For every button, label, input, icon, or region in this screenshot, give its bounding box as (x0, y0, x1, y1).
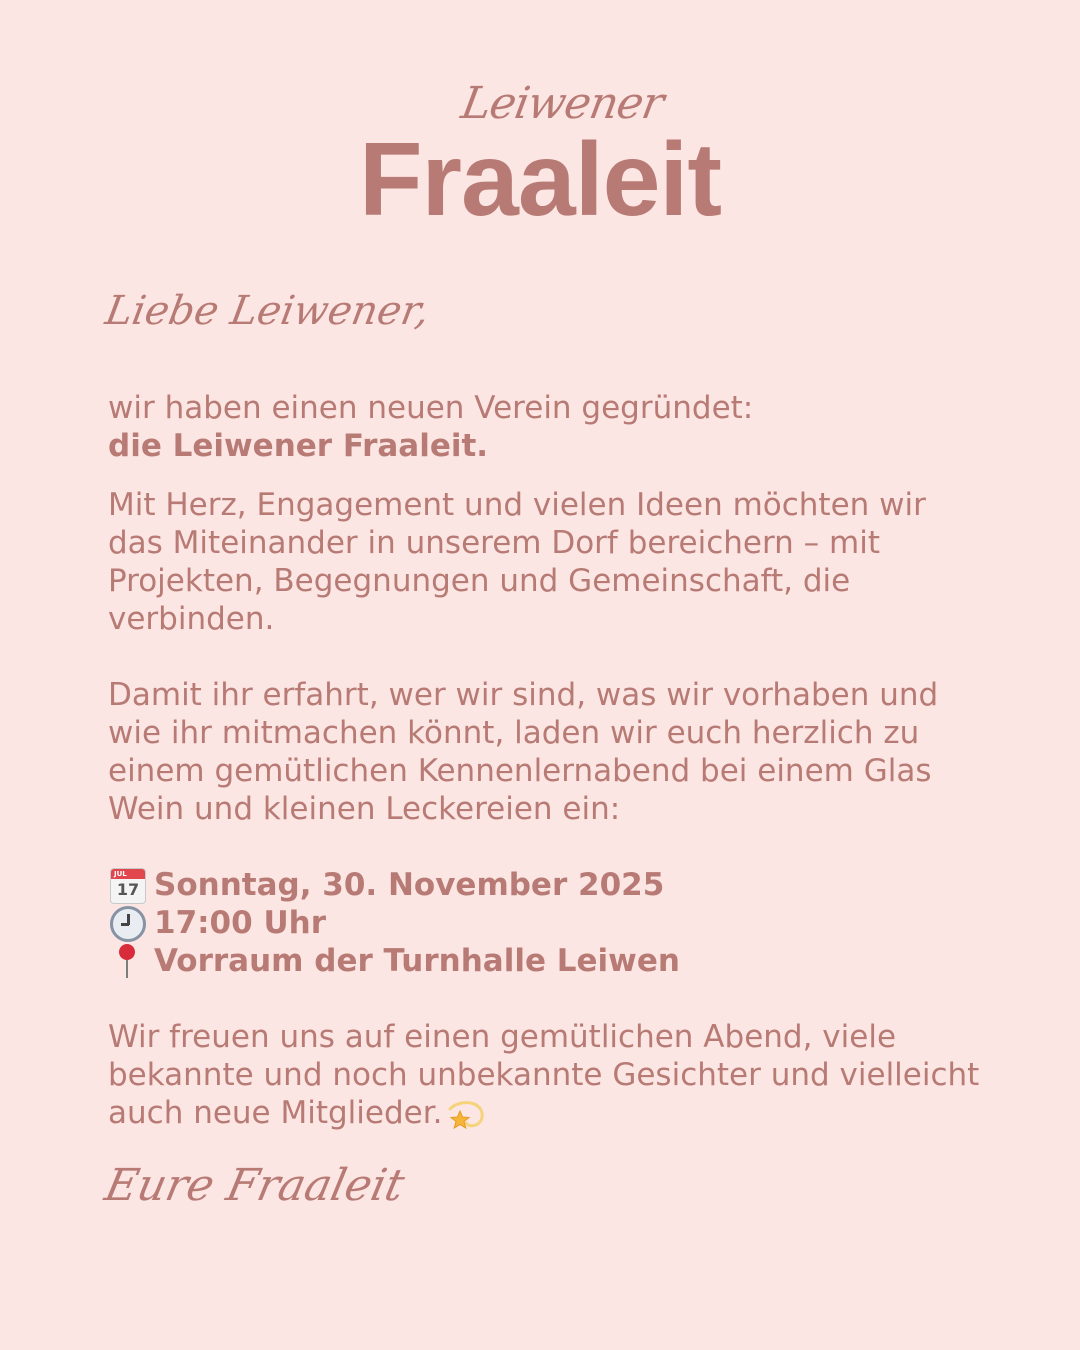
intro-club-name: die Leiwener Fraaleit. (108, 428, 489, 464)
header-script-leiwener: Leiwener (457, 78, 667, 129)
closing-text: Wir freuen uns auf einen gemütlichen Abend, viele bekannte und noch unbekannte Gesichter und vielleicht auch neue Mitglieder. (108, 1019, 980, 1131)
event-date: Sonntag, 30. November 2025 (154, 867, 665, 903)
event-location-row (108, 942, 988, 980)
intro (108, 389, 988, 465)
paragraph-mission: Mit Herz, Engagement und vielen Ideen möchten wir das Miteinander in unserem Dorf bereichern – mit Projekten, Begegnungen und Gemeinschaft, die verbinden. (108, 487, 926, 637)
calendar-icon (108, 868, 148, 902)
paragraph-closing (108, 1018, 988, 1132)
event-time: 17:00 Uhr (154, 905, 326, 941)
greeting: Liebe Leiwener, (101, 288, 433, 334)
event-location: Vorraum der Turnhalle Leiwen (154, 943, 680, 979)
round-pushpin-icon (108, 944, 148, 978)
calendar-icon-month: JUL (111, 869, 145, 879)
signature: Eure Fraaleit (100, 1160, 409, 1211)
page-title: Fraaleit (359, 122, 721, 238)
paragraph-invitation: Damit ihr erfahrt, wer wir sind, was wir vorhaben und wie ihr mitmachen könnt, laden wir euch herzlich zu einem gemütlichen Kennenlernabend bei einem Glas Wein und kleinen Leckereien ein: (108, 677, 939, 827)
dizzy-star-icon (446, 1099, 486, 1131)
event-time-row (108, 904, 988, 942)
calendar-icon-day: 17 (116, 880, 140, 899)
clock-icon (108, 906, 148, 940)
event-date-row (108, 866, 988, 904)
event-details (108, 866, 988, 980)
intro-line: wir haben einen neuen Verein gegründet: (108, 390, 754, 426)
